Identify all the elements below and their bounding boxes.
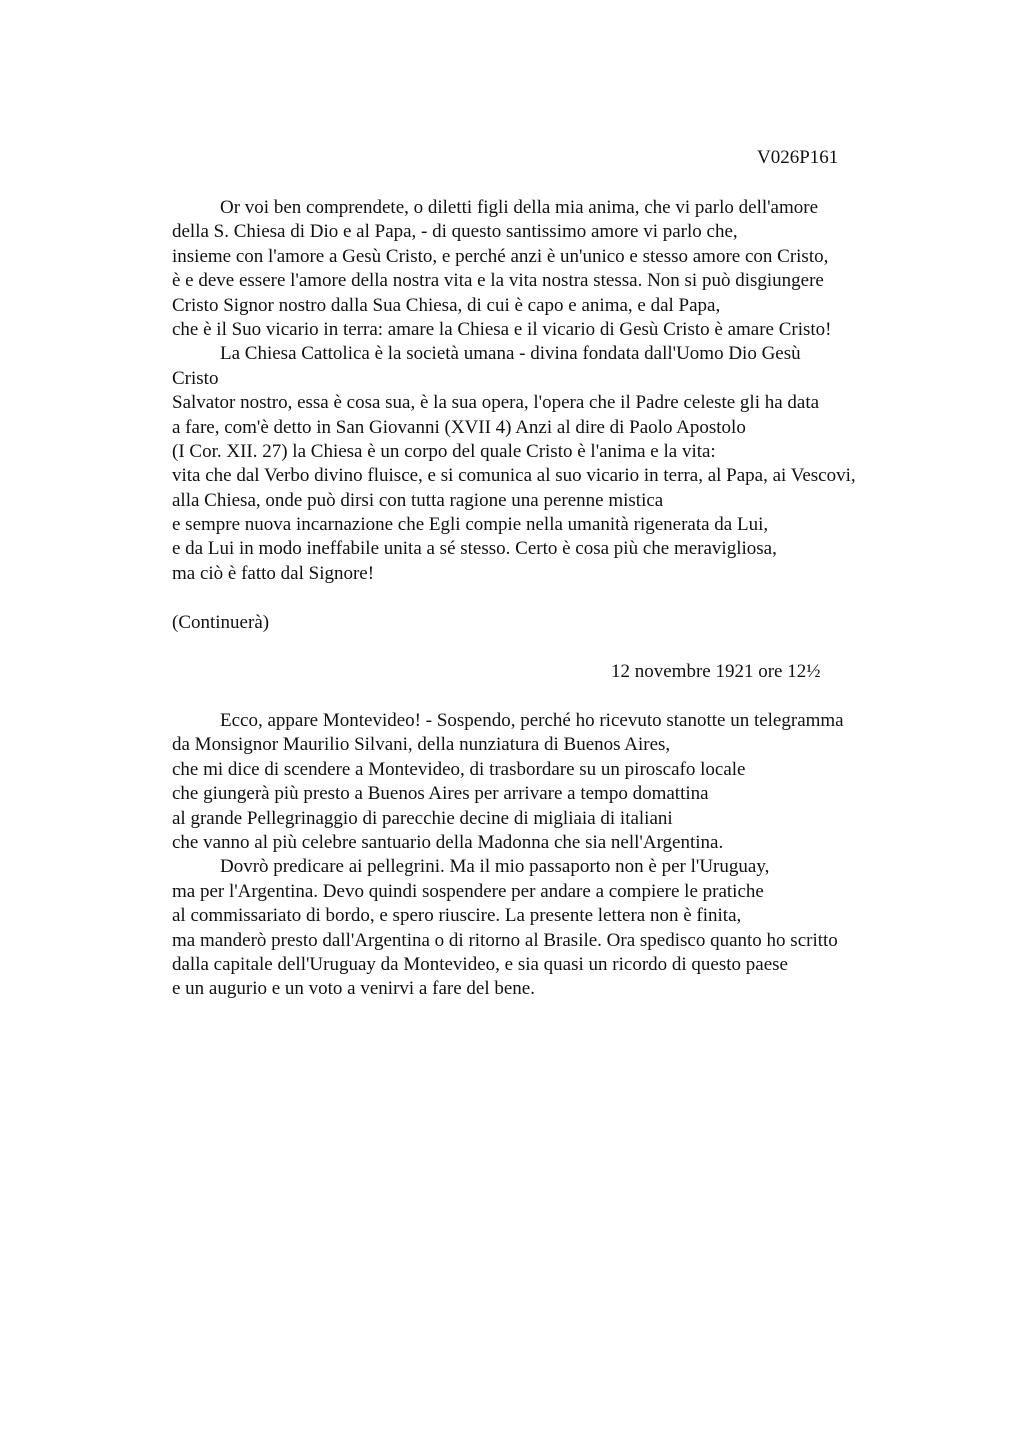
text-line: alla Chiesa, onde può dirsi con tutta ragione una perenne mistica	[172, 489, 664, 511]
text-line: insieme con l'amore a Gesù Cristo, e perché anzi è un'unico e stesso amore con Cristo,	[172, 245, 829, 267]
text-line: Dovrò predicare ai pellegrini. Ma il mio passaporto non è per l'Uruguay,	[220, 856, 770, 878]
text-line: e da Lui in modo ineffabile unita a sé stesso. Certo è cosa più che meravigliosa,	[172, 538, 777, 560]
text-line: che giungerà più presto a Buenos Aires per arrivare a tempo domattina	[172, 783, 709, 805]
text-line: è e deve essere l'amore della nostra vita e la vita nostra stessa. Non si può disgiungere	[172, 270, 824, 292]
continues-note: (Continuerà)	[172, 612, 270, 633]
text-line: ma ciò è fatto dal Signore!	[172, 562, 375, 584]
text-line: al commissariato di bordo, e spero riuscire. La presente lettera non è finita,	[172, 905, 742, 927]
text-line: da Monsignor Maurilio Silvani, della nunziatura di Buenos Aires,	[172, 734, 671, 756]
text-line: che vanno al più celebre santuario della Madonna che sia nell'Argentina.	[172, 831, 724, 853]
text-line: Cristo Signor nostro dalla Sua Chiesa, di cui è capo e anima, e dal Papa,	[172, 294, 721, 316]
text-line: vita che dal Verbo divino fluisce, e si comunica al suo vicario in terra, al Papa, ai Vescovi,	[172, 465, 856, 487]
text-line: ma per l'Argentina. Devo quindi sospendere per andare a compiere le pratiche	[172, 880, 764, 902]
text-line: che mi dice di scendere a Montevideo, di trasbordare su un piroscafo locale	[172, 758, 746, 780]
text-line: Or voi ben comprendete, o diletti figli della mia anima, che vi parlo dell'amore	[220, 197, 819, 218]
text-line: Ecco, appare Montevideo! - Sospendo, perché ho ricevuto stanotte un telegramma	[220, 710, 844, 731]
text-line: al grande Pellegrinaggio di parecchie decine di migliaia di italiani	[172, 807, 673, 829]
text-line: dalla capitale dell'Uruguay da Montevideo, e sia quasi un ricordo di questo paese	[172, 953, 788, 975]
text-line: (I Cor. XII. 27) la Chiesa è un corpo del quale Cristo è l'anima e la vita:	[172, 440, 716, 462]
letter-section-1	[172, 196, 932, 586]
text-line: a fare, com'è detto in San Giovanni (XVII 4) Anzi al dire di Paolo Apostolo	[172, 416, 746, 438]
text-line: La Chiesa Cattolica è la società umana - divina fondata dall'Uomo Dio Gesù	[220, 343, 801, 365]
text-line: della S. Chiesa di Dio e al Papa, - di questo santissimo amore vi parlo che,	[172, 221, 738, 243]
text-line: e un augurio e un voto a venirvi a fare del bene.	[172, 978, 535, 1000]
letter-section-2	[172, 709, 932, 1002]
text-line: Salvator nostro, essa è cosa sua, è la sua opera, l'opera che il Padre celeste gli ha data	[172, 392, 820, 414]
text-line: Cristo	[172, 367, 219, 389]
text-line: e sempre nuova incarnazione che Egli compie nella umanità rigenerata da Lui,	[172, 514, 769, 536]
text-line: ma manderò presto dall'Argentina o di ritorno al Brasile. Ora spedisco quanto ho scritto	[172, 929, 838, 951]
dateline: 12 novembre 1921 ore 12½	[611, 661, 821, 682]
text-line: che è il Suo vicario in terra: amare la Chiesa e il vicario di Gesù Cristo è amare Cristo!	[172, 318, 832, 340]
page-reference: V026P161	[757, 147, 839, 168]
